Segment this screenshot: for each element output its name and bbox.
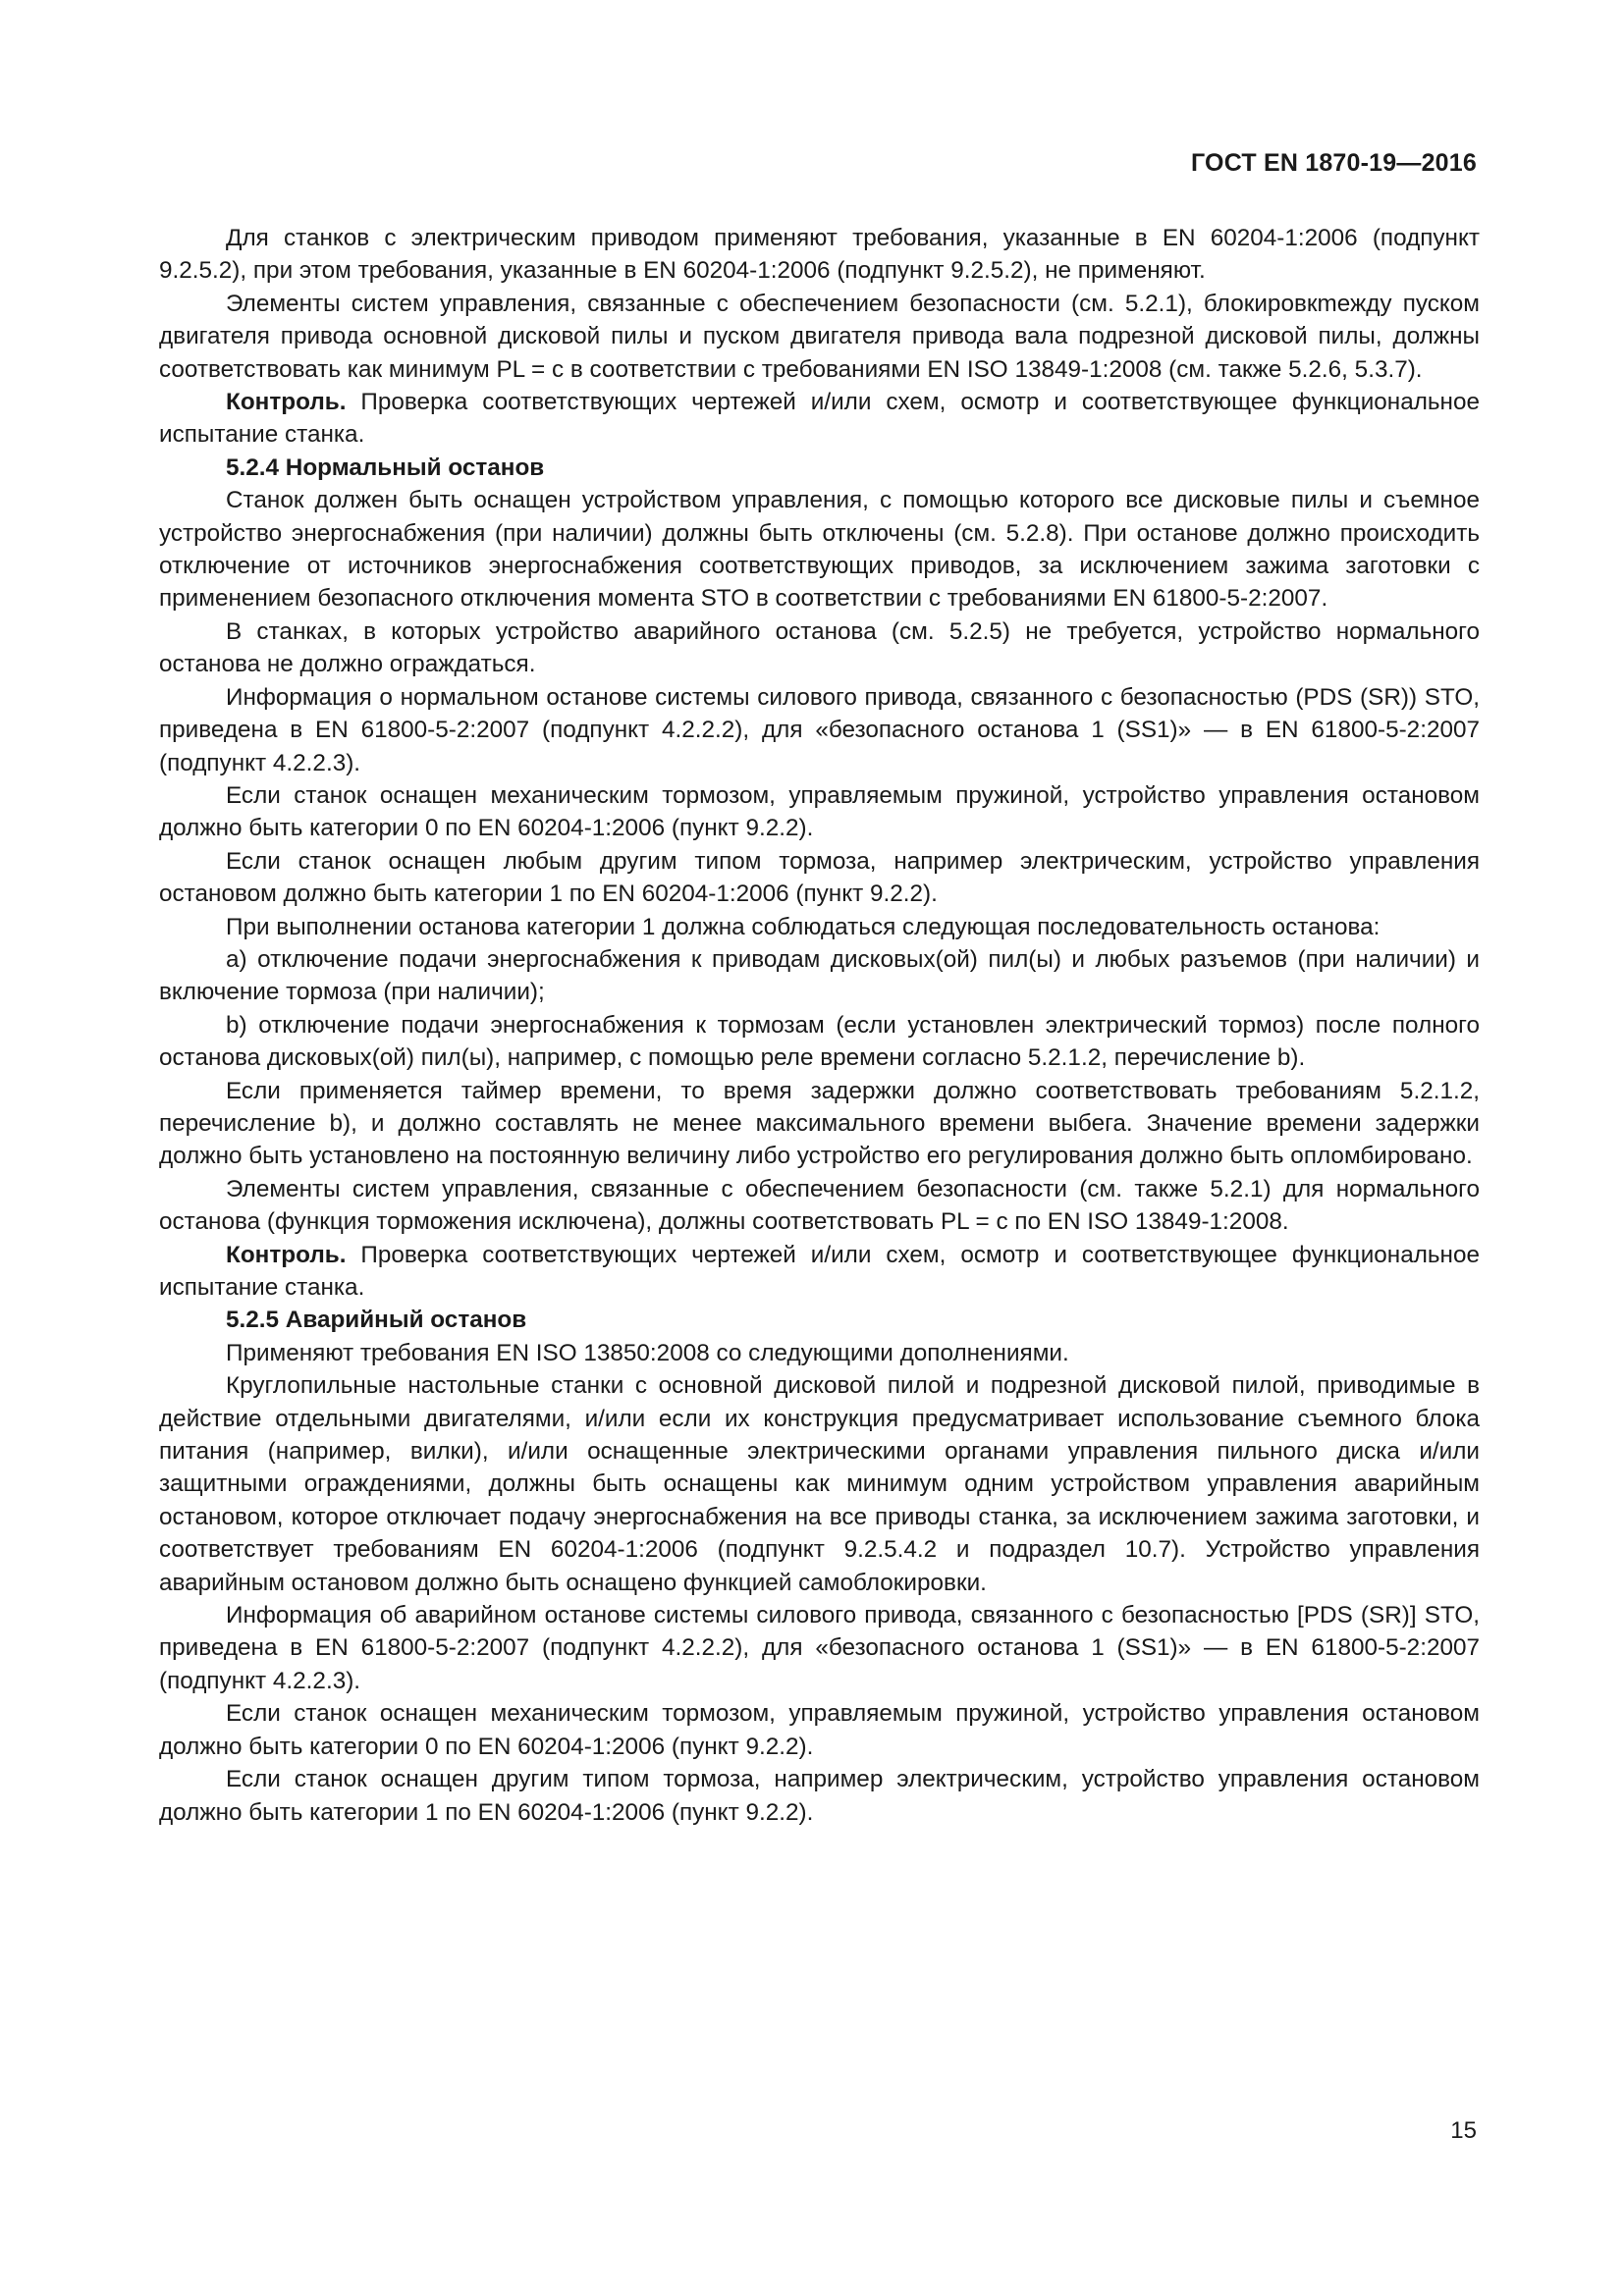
control-paragraph: [159, 1239, 1480, 1305]
paragraph: Если станок оснащен механическим тормозом, управляемым пружиной, устройство управления остановом должно быть категории 0 по EN 60204-1:2006 (пункт 9.2.2).: [159, 781, 1480, 842]
paragraph: Если станок оснащен механическим тормозом, управляемым пружиной, устройство управления остановом должно быть категории 0 по EN 60204-1:2006 (пункт 9.2.2).: [159, 1700, 1480, 1760]
standard-designation: ГОСТ EN 1870-19—2016: [1191, 149, 1477, 177]
body-text: [159, 222, 1480, 1829]
paragraph: Элементы систем управления, связанные с обеспечением безопасности (см. также 5.2.1) для нормального останова (функция торможения исключена), должны соответствовать PL = с по EN ISO 13849-1:2008.: [159, 1175, 1480, 1236]
paragraph: Круглопильные настольные станки с основной дисковой пилой и подрезной дисковой пилой, приводимые в действие отдельными двигателями, и/или если их конструкция предусматривает использование съемного блока питания (например, вилки), и/или оснащенные электрическими органами управления пильного диска и/или защитными ограждениями, должны быть оснащены как минимум одним устройством управления аварийным остановом, которое отключает подачу энергоснабжения на все приводы станка, за исключением зажима заготовки, и соответствует требованиям EN 60204-1:2006 (подпункт 9.2.5.4.2 и подраздел 10.7). Устройство управления аварийным остановом должно быть оснащено функцией самоблокировки.: [159, 1372, 1480, 1596]
control-label: Контроль.: [226, 1241, 347, 1268]
page-number: 15: [1450, 2117, 1477, 2144]
control-paragraph: [159, 386, 1480, 452]
paragraph: Применяют требования EN ISO 13850:2008 со следующими дополнениями.: [226, 1339, 1069, 1366]
paragraph: Если применяется таймер времени, то время задержки должно соответствовать требованиям 5.2.1.2, перечисление b), и должно составлять не менее максимального времени выбега. Значение времени задержки должно быть установлено на постоянную величину либо устройство его регулирования должно быть опломбировано.: [159, 1077, 1480, 1170]
paragraph: Элементы систем управления, связанные с обеспечением безопасности (см. 5.2.1), блокировкmежду пуском двигателя привода основной дисковой пилы и пуском двигателя привода вала подрезной дисковой пилы, должны соответствовать как минимум PL = с в соответствии с требованиями EN ISO 13849-1:2008 (см. также 5.2.6, 5.3.7).: [159, 290, 1480, 383]
list-item: b) отключение подачи энергоснабжения к тормозам (если установлен электрический тормоз) после полного останова дисковых(ой) пил(ы), например, с помощью реле времени согласно 5.2.1.2, перечисление b).: [159, 1011, 1480, 1072]
section-heading: 5.2.4 Нормальный останов: [226, 454, 545, 481]
control-label: Контроль.: [226, 389, 347, 416]
paragraph: При выполнении останова категории 1 должна соблюдаться следующая последовательность останова:: [226, 913, 1380, 940]
paragraph: Информация о нормальном останове системы силового привода, связанного с безопасностью (PDS (SR)) STO, приведена в EN 61800-5-2:2007 (подпункт 4.2.2.2), для «безопасного останова 1 (SS1)» — в EN 61800-5-2:2007 (подпункт 4.2.2.3).: [159, 683, 1480, 776]
paragraph: В станках, в которых устройство аварийного останова (см. 5.2.5) не требуется, устройство нормального останова не должно ограждаться.: [159, 617, 1480, 678]
paragraph: Информация об аварийном останове системы силового привода, связанного с безопасностью [PDS (SR)] STO, приведена в EN 61800-5-2:2007 (подпункт 4.2.2.2), для «безопасного останова 1 (SS1)» — в EN 61800-5-2:2007 (подпункт 4.2.2.3).: [159, 1602, 1480, 1694]
section-heading: 5.2.5 Аварийный останов: [226, 1307, 527, 1334]
paragraph: Для станков с электрическим приводом применяют требования, указанные в EN 60204-1:2006 (подпункт 9.2.5.2), при этом требования, указанные в EN 60204-1:2006 (подпункт 9.2.5.2), не применяют.: [159, 225, 1480, 285]
paragraph-text: Проверка соответствующих чертежей и/или схем, осмотр и соответствующее функциональное испытание станка.: [159, 389, 1480, 449]
paragraph: Если станок оснащен другим типом тормоза, например электрическим, устройство управления остановом должно быть категории 1 по EN 60204-1:2006 (пункт 9.2.2).: [159, 1766, 1480, 1826]
paragraph: Если станок оснащен любым другим типом тормоза, например электрическим, устройство управления остановом должно быть категории 1 по EN 60204-1:2006 (пункт 9.2.2).: [159, 847, 1480, 908]
paragraph: Станок должен быть оснащен устройством управления, с помощью которого все дисковые пилы и съемное устройство энергоснабжения (при наличии) должны быть отключены (см. 5.2.8). При останове должно происходить отключение от источников энергоснабжения соответствующих приводов, за исключением зажима заготовки с применением безопасного отключения момента STO в соответствии с требованиями EN 61800-5-2:2007.: [159, 487, 1480, 613]
paragraph-text: Проверка соответствующих чертежей и/или схем, осмотр и соответствующее функциональное испытание станка.: [159, 1241, 1480, 1301]
list-item: а) отключение подачи энергоснабжения к приводам дисковых(ой) пил(ы) и любых разъемов (при наличии) и включение тормоза (при наличии);: [159, 945, 1480, 1006]
